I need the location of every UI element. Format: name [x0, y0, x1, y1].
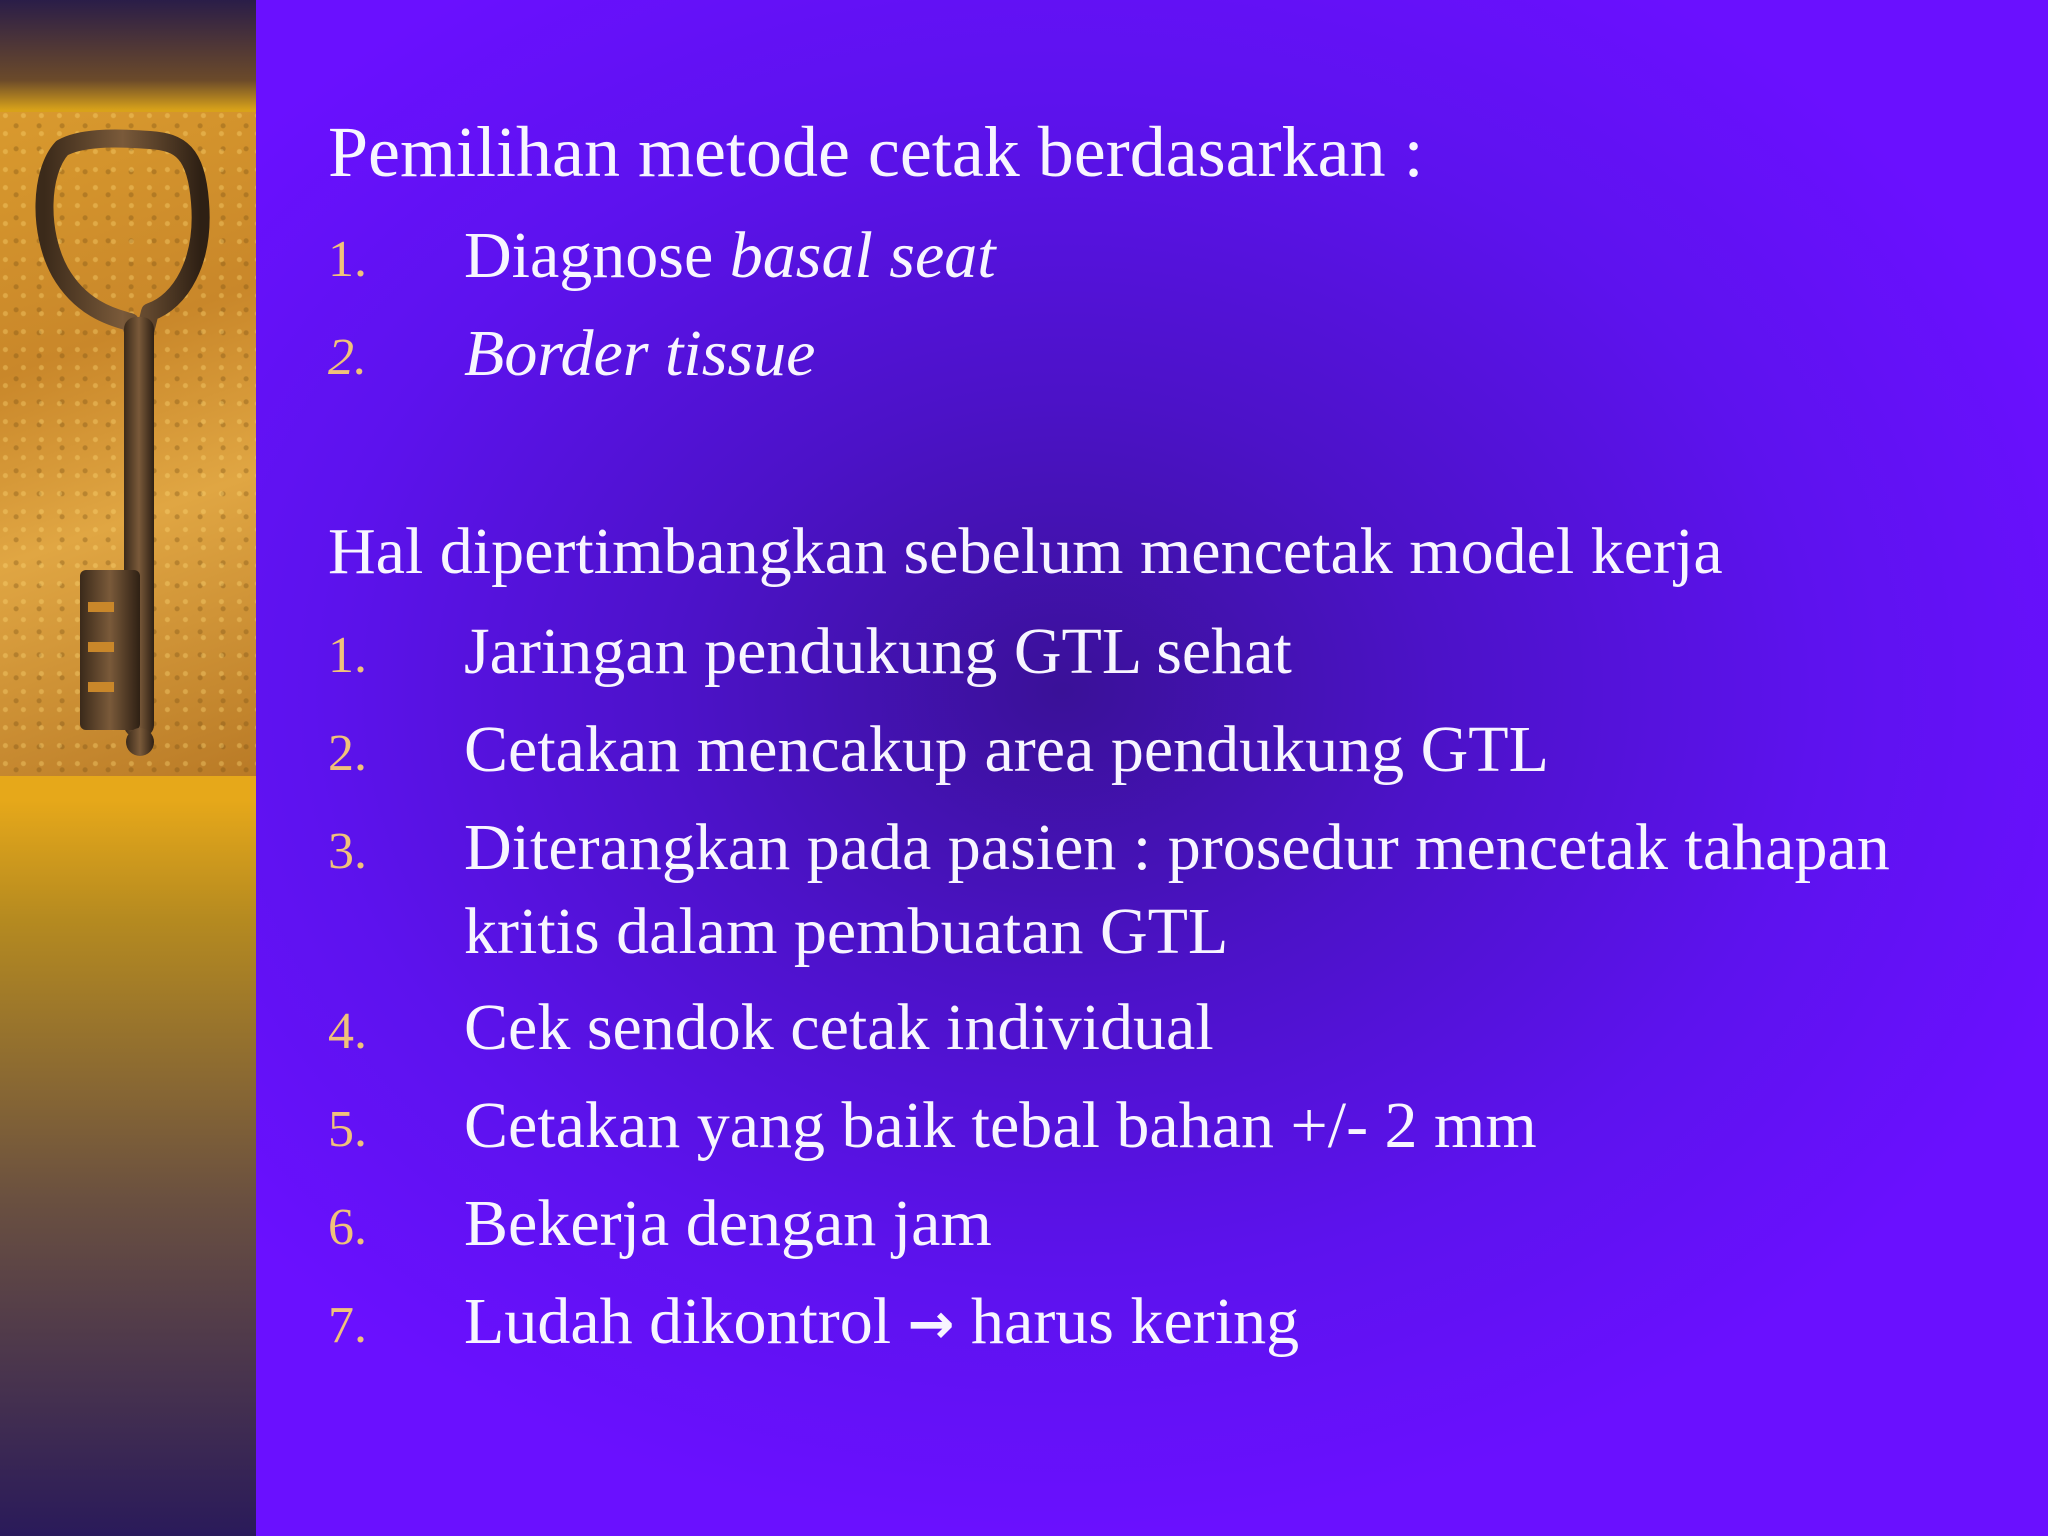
list-text: Ludah dikontrol → harus kering [464, 1285, 1300, 1358]
list-number: 1. [328, 627, 367, 684]
list-number: 5. [328, 1101, 367, 1158]
list-number: 2. [328, 329, 367, 386]
list-number: 3. [328, 823, 367, 880]
list-text: Bekerja dengan jam [464, 1187, 992, 1260]
list-number: 1. [328, 231, 367, 288]
list-text: Cek sendok cetak individual [464, 991, 1214, 1064]
list-text: Diterangkan pada pasien : prosedur mencetak tahapan kritis dalam pembuatan GTL [464, 811, 1890, 968]
list-number: 2. [328, 725, 367, 782]
arrow-right-icon: → [907, 1292, 955, 1357]
list-number: 6. [328, 1199, 367, 1256]
list-text: Cetakan mencakup area pendukung GTL [464, 713, 1549, 786]
list-text: Diagnose basal seat [464, 219, 996, 292]
italic-term: basal seat [729, 219, 996, 292]
list-number: 7. [328, 1297, 367, 1354]
section2-heading: Hal dipertimbangkan sebelum mencetak model kerja [328, 515, 1723, 588]
list-text: Border tissue [464, 317, 816, 390]
section1-heading: Pemilihan metode cetak berdasarkan : [328, 112, 1424, 192]
list-number: 4. [328, 1003, 367, 1060]
list-text: Jaringan pendukung GTL sehat [464, 615, 1292, 688]
list-text: Cetakan yang baik tebal bahan +/- 2 mm [464, 1089, 1537, 1162]
